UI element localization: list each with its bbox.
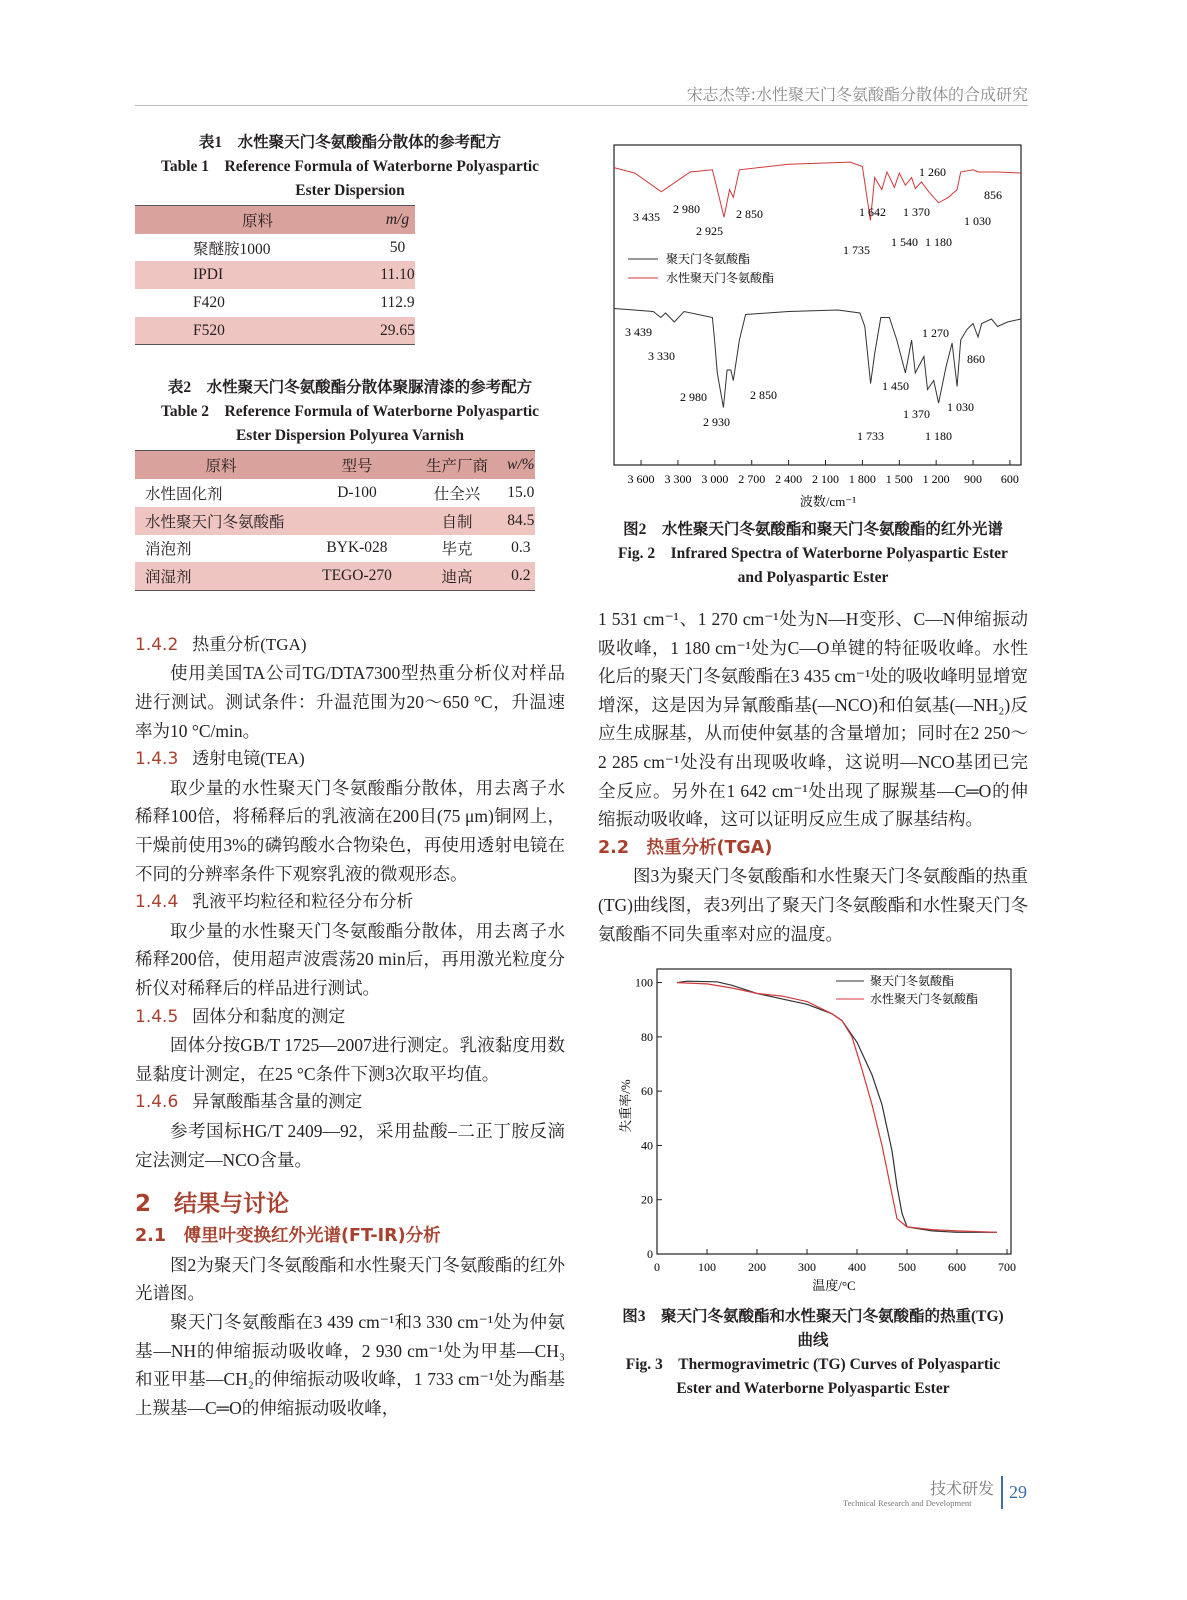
ir-x-tick-label: 900 xyxy=(964,472,983,486)
right-column xyxy=(598,605,1028,948)
table2-title-en-1: Table 2 Reference Formula of Waterborne Polyaspartic xyxy=(160,403,540,421)
left-column-flow xyxy=(135,131,565,1422)
ir-peak-label: 1 180 xyxy=(925,235,952,249)
table-cell: 50 xyxy=(389,238,406,256)
figure2-caption xyxy=(598,518,1028,590)
table2-header-cell: w/% xyxy=(507,451,535,479)
table-cell xyxy=(307,507,407,535)
ir-x-tick-label: 2 400 xyxy=(775,472,803,486)
table-cell: 仕全兴 xyxy=(433,485,481,503)
tg-y-tick-label: 60 xyxy=(641,1084,653,1099)
section-heading-1-4-2 xyxy=(135,631,565,660)
paragraph: 图3为聚天门冬氨酸酯和水性聚天门冬氨酸酯的热重(TG)曲线图，表3列出了聚天门冬氨酸酯和水性聚天门冬氨酸酯不同失重率对应的温度。 xyxy=(598,866,1028,944)
table-cell: 毕克 xyxy=(441,541,473,559)
footer-section-en: Technical Research and Development xyxy=(843,1498,972,1508)
table1-title-cn: 表1 水性聚天门冬氨酸酯分散体的参考配方 xyxy=(198,134,502,151)
ir-peak-label: 1 370 xyxy=(903,205,930,219)
ir-x-tick-label: 2 100 xyxy=(811,472,839,486)
table2-header-row xyxy=(135,451,535,479)
table-cell: IPDI xyxy=(193,266,224,284)
paragraph: 1 531 cm⁻¹、1 270 cm⁻¹处为N—H变形、C—N伸缩振动吸收峰，1 180 cm⁻¹处为C—O单键的特征吸收峰。水性化后的聚天门冬氨酸酯在3 435 cm⁻¹处的吸收峰明显增宽增深，这是因为异氰酸酯基(—NCO)和伯氨基(—NH₂)反应生成脲基，从而使仲氨基的含量增加；同时在2 250～2 285 cm⁻¹处没有出现吸收峰，这说明—NCO基团已完全反应。另外在1 642 cm⁻¹处出现了脲羰基—C═O的伸缩振动吸收峰，这可以证明反应生成了脲基结构。 xyxy=(598,609,1028,830)
table-cell: 0.3 xyxy=(511,539,531,557)
table-cell: D-100 xyxy=(337,483,377,501)
table2 xyxy=(135,450,565,590)
section-heading-2: 2 结果与讨论 xyxy=(135,1191,290,1218)
ir-peak-label: 2 980 xyxy=(673,202,700,216)
legend-label-waterborne: 水性聚天门冬氨酸酯 xyxy=(870,992,979,1007)
fig3-caption-cn-2: 曲线 xyxy=(797,1332,829,1350)
ir-peak-label: 1 030 xyxy=(947,400,974,414)
page-number: 29 xyxy=(1009,1482,1027,1502)
section-title: 固体分和黏度的测定 xyxy=(192,1006,346,1026)
table-cell: 消泡剂 xyxy=(145,541,192,559)
ir-x-tick-label: 1 800 xyxy=(848,472,876,486)
section-heading-1-4-3 xyxy=(135,745,565,774)
footer-divider xyxy=(1001,1476,1003,1509)
paragraph: 取少量的水性聚天门冬氨酸酯分散体，用去离子水稀释200倍，使用超声波震荡20 min后，再用激光粒度分析仪对稀释后的样品进行测试。 xyxy=(135,920,565,998)
table-row xyxy=(135,234,415,262)
section-heading-1-4-5 xyxy=(135,1003,565,1032)
section-title: 异氰酸酯基含量的测定 xyxy=(192,1092,363,1112)
fig3-caption-en-2: Ester and Waterborne Polyaspartic Ester xyxy=(676,1380,950,1398)
legend-label-polyaspartic: 聚天门冬氨酸酯 xyxy=(870,974,955,989)
table1-title-en-2: Ester Dispersion xyxy=(295,182,405,199)
ir-x-tick-label: 3 000 xyxy=(701,472,729,486)
header-rule xyxy=(135,105,1028,106)
table-cell: 0.2 xyxy=(507,562,535,590)
tg-y-tick-label: 0 xyxy=(647,1247,653,1262)
table-row xyxy=(135,289,415,317)
ir-peak-label: 1 030 xyxy=(964,214,991,228)
paragraph: 固体分按GB/T 1725—2007进行测定。乳液黏度用数显黏度计测定，在25 °C条件下测3次取平均值。 xyxy=(135,1035,565,1084)
table-cell: F520 xyxy=(135,317,380,345)
table1-header-cell: m/g xyxy=(380,206,415,234)
table-row xyxy=(135,535,535,563)
paragraph: 取少量的水性聚天门冬氨酸酯分散体，用去离子水稀释100倍，将稀释后的乳液滴在200目(75 μm)铜网上，干燥前使用3%的磷钨酸水合物染色，再使用透射电镜在不同的分辨率条件下观察乳液的微观形态。 xyxy=(135,777,565,884)
table-cell: 11.10 xyxy=(380,266,415,284)
paragraph: 参考国标HG/T 2409—92，采用盐酸–二正丁胺反滴定法测定—NCO含量。 xyxy=(135,1120,565,1170)
section-title: 热重分析(TGA) xyxy=(192,634,307,654)
section-number: 1.4.3 xyxy=(135,749,179,770)
ir-peak-label: 1 260 xyxy=(919,165,946,179)
left-column xyxy=(135,631,565,1422)
tg-legend xyxy=(836,973,978,1006)
fig3-caption-cn-1: 图3 聚天门冬氨酸酯和水性聚天门冬氨酸酯的热重(TG) xyxy=(622,1308,1004,1326)
tg-chart xyxy=(600,956,1040,1301)
table2-title-cn: 表2 水性聚天门冬氨酸酯分散体聚脲清漆的参考配方 xyxy=(167,379,533,397)
tg-y-tick-label: 20 xyxy=(641,1192,653,1207)
tg-plot-frame xyxy=(657,969,1011,1254)
table-cell: TEGO-270 xyxy=(307,562,407,590)
table-cell: 迪高 xyxy=(407,562,507,590)
ir-x-tick-label: 1 500 xyxy=(885,472,913,486)
tg-x-tick-label: 200 xyxy=(748,1260,766,1275)
table2-header-cell: 原料 xyxy=(135,451,307,479)
tg-x-tick-label: 400 xyxy=(848,1260,866,1275)
section-title: 乳液平均粒径和粒径分布分析 xyxy=(192,892,414,912)
right-column-flow xyxy=(598,518,1028,1401)
table-row xyxy=(135,317,415,345)
ir-peak-label: 3 330 xyxy=(648,349,675,363)
ir-peak-label: 2 980 xyxy=(680,390,707,404)
ir-peak-label: 2 930 xyxy=(703,415,730,429)
ir-peak-label: 1 370 xyxy=(903,407,930,421)
tg-x-tick-label: 600 xyxy=(948,1260,966,1275)
ir-peak-label: 1 735 xyxy=(843,243,870,257)
section-heading-1-4-4 xyxy=(135,888,565,917)
table2-title-en-2: Ester Dispersion Polyurea Varnish xyxy=(235,427,465,445)
ir-x-tick-label: 600 xyxy=(1000,472,1019,486)
ir-peak-label: 1 180 xyxy=(925,429,952,443)
legend-label-polyaspartic: 聚天门冬氨酸酯 xyxy=(666,252,751,266)
ir-peak-label: 3 435 xyxy=(633,210,660,224)
table2-header-cell: 型号 xyxy=(307,451,407,479)
table-row xyxy=(135,261,415,289)
tg-y-tick-label: 100 xyxy=(635,975,653,990)
ir-x-axis-label: 波数/cm⁻¹ xyxy=(799,494,857,509)
table1 xyxy=(135,205,565,345)
table-cell: F420 xyxy=(193,293,225,311)
table-cell: 84.5 xyxy=(507,511,535,529)
table1-header-cell: 原料 xyxy=(135,206,380,234)
table-cell: 112.9 xyxy=(380,293,415,311)
table2-caption xyxy=(135,376,565,448)
fig2-caption-en-1: Fig. 2 Infrared Spectra of Waterborne Polyaspartic Ester xyxy=(618,545,1008,562)
section-number: 1.4.4 xyxy=(135,892,179,913)
tg-y-tick-label: 80 xyxy=(641,1029,653,1044)
ir-series-polyaspartic xyxy=(614,309,1021,408)
tg-y-tick-label: 40 xyxy=(641,1138,653,1153)
section-heading-2-2: 2.2 热重分析(TGA) xyxy=(598,837,773,858)
ir-peak-label: 1 450 xyxy=(882,379,909,393)
table-cell: 自制 xyxy=(441,513,473,531)
ir-peak-label: 1 733 xyxy=(857,429,884,443)
ir-peak-label: 856 xyxy=(984,188,1002,202)
paragraph: 图2为聚天门冬氨酸酯和水性聚天门冬氨酸酯的红外光谱图。 xyxy=(135,1254,565,1304)
section-heading-1-4-6 xyxy=(135,1088,565,1117)
table-row xyxy=(135,479,535,507)
figure3-caption xyxy=(598,1305,1028,1401)
ir-plot-frame xyxy=(614,145,1021,465)
ir-x-tick-label: 1 200 xyxy=(922,472,950,486)
paragraph: 聚天门冬氨酸酯在3 439 cm⁻¹和3 330 cm⁻¹处为仲氨基—NH的伸缩振动吸收峰，2 930 cm⁻¹处为甲基—CH₃和亚甲基—CH₂的伸缩振动吸收峰，1 733 cm⁻¹处为酯基上羰基—C═O的伸缩振动吸收峰， xyxy=(135,1311,565,1418)
table-cell: 聚醚胺1000 xyxy=(193,240,271,258)
tg-x-tick-label: 0 xyxy=(654,1260,660,1275)
tg-y-axis-label: 失重率/% xyxy=(618,1079,633,1133)
tg-x-tick-label: 100 xyxy=(698,1260,716,1275)
tg-x-tick-label: 300 xyxy=(798,1260,816,1275)
ir-peak-label: 860 xyxy=(967,352,985,366)
section-number: 1.4.6 xyxy=(135,1092,179,1113)
table-cell: 水性固化剂 xyxy=(145,485,223,503)
table2-header-cell: 生产厂商 xyxy=(407,451,507,479)
ir-peak-label: 2 850 xyxy=(750,388,777,402)
fig2-caption-en-2: and Polyaspartic Ester xyxy=(737,569,889,586)
table-cell: BYK-028 xyxy=(326,539,388,557)
tg-x-tick-label: 700 xyxy=(998,1260,1016,1275)
table1-header-row xyxy=(135,206,415,234)
table-row xyxy=(135,562,535,590)
ir-peak-label: 2 850 xyxy=(736,207,763,221)
footer-section-cn: 技术研发 xyxy=(930,1479,995,1498)
fig3-caption-en-1: Fig. 3 Thermogravimetric (TG) Curves of Polyaspartic xyxy=(625,1356,1001,1374)
table1-title-en-1: Table 1 Reference Formula of Waterborne Polyaspartic xyxy=(160,158,540,175)
fig2-caption-cn: 图2 水性聚天门冬氨酸酯和聚天门冬氨酸酯的红外光谱 xyxy=(623,521,1003,538)
ir-x-tick-label: 3 300 xyxy=(664,472,692,486)
ir-peak-label: 1 270 xyxy=(922,326,949,340)
legend-label-waterborne: 水性聚天门冬氨酸酯 xyxy=(666,271,775,285)
ir-peak-label: 2 925 xyxy=(696,224,723,238)
table-cell: 29.65 xyxy=(380,317,415,345)
tg-x-tick-label: 500 xyxy=(898,1260,916,1275)
table-cell: 润湿剂 xyxy=(135,562,307,590)
table-cell: 15.0 xyxy=(507,483,535,501)
tg-series-waterborne xyxy=(677,983,997,1233)
section-heading-2-1: 2.1 傅里叶变换红外光谱(FT-IR)分析 xyxy=(135,1226,441,1247)
ir-peak-label: 3 439 xyxy=(625,325,652,339)
tg-series-polyaspartic xyxy=(677,981,997,1232)
paragraph: 使用美国TA公司TG/DTA7300型热重分析仪对样品进行测试。测试条件：升温范围为20～650 °C，升温速率为10 °C/min。 xyxy=(135,663,565,741)
ir-legend xyxy=(628,251,774,285)
ir-peak-label: 1 642 xyxy=(859,205,886,219)
section-number: 1.4.2 xyxy=(135,634,179,655)
section-number: 1.4.5 xyxy=(135,1006,179,1027)
tg-x-axis-label: 温度/°C xyxy=(812,1278,856,1294)
table1-caption xyxy=(135,131,565,203)
table-cell: 水性聚天门冬氨酸酯 xyxy=(145,513,285,531)
ir-peak-label: 1 540 xyxy=(891,235,918,249)
ir-spectra-chart xyxy=(600,140,1040,515)
running-title: 宋志杰等:水性聚天门冬氨酸酯分散体的合成研究 xyxy=(686,85,1028,104)
ir-x-tick-label: 3 600 xyxy=(627,472,655,486)
ir-x-tick-label: 2 700 xyxy=(738,472,766,486)
section-title: 透射电镜(TEA) xyxy=(192,749,305,769)
table-row xyxy=(135,507,535,535)
